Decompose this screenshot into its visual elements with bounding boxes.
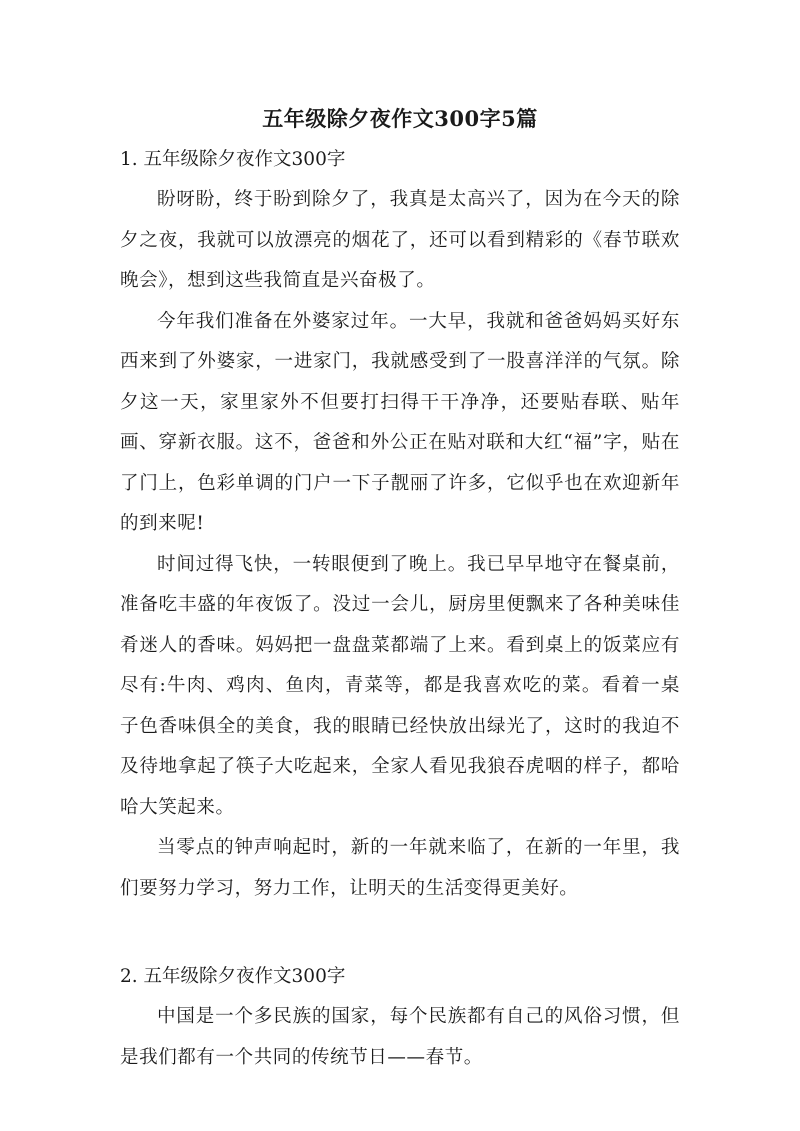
document-title: 五年级除夕夜作文300字5篇 <box>262 106 538 131</box>
paragraph: 时间过得飞快，一转眼便到了晚上。我已早早地守在餐桌前，准备吃丰盛的年夜饭了。没过一会儿，厨房里便飘来了各种美味佳肴迷人的香味。妈妈把一盘盘菜都端了上来。看到桌上的饭菜应有尽有:牛肉、鸡肉、鱼肉，青菜等，都是我喜欢吃的菜。看着一桌子色香味俱全的美食，我的眼睛已经快放出绿光了，这时的我迫不及待地拿起了筷子大吃起来，全家人看见我狼吞虎咽的样子，都哈哈大笑起来。 <box>120 553 680 818</box>
paragraph: 盼呀盼，终于盼到除夕了，我真是太高兴了，因为在今天的除夕之夜，我就可以放漂亮的烟花了，还可以看到精彩的《春节联欢晚会》，想到这些我简直是兴奋极了。 <box>120 189 680 291</box>
paragraph: 中国是一个多民族的国家，每个民族都有自己的风俗习惯，但是我们都有一个共同的传统节日——春节。 <box>120 1006 680 1068</box>
section-heading: 1. 五年级除夕夜作文300字 <box>120 149 346 170</box>
paragraph: 今年我们准备在外婆家过年。一大早，我就和爸爸妈妈买好东西来到了外婆家，一进家门，我就感受到了一股喜洋洋的气氛。除夕这一天，家里家外不但要打扫得干干净净，还要贴春联、贴年画、穿新衣服。这不，爸爸和外公正在贴对联和大红“福”字，贴在了门上，色彩单调的门户一下子靓丽了许多，它似乎也在欢迎新年的到来呢! <box>120 310 680 534</box>
paragraph: 当零点的钟声响起时，新的一年就来临了，在新的一年里，我们要努力学习，努力工作，让明天的生活变得更美好。 <box>120 837 680 899</box>
section-heading: 2. 五年级除夕夜作文300字 <box>120 966 346 987</box>
essay-section-2 <box>120 963 680 1078</box>
essay-section-1 <box>120 146 680 909</box>
